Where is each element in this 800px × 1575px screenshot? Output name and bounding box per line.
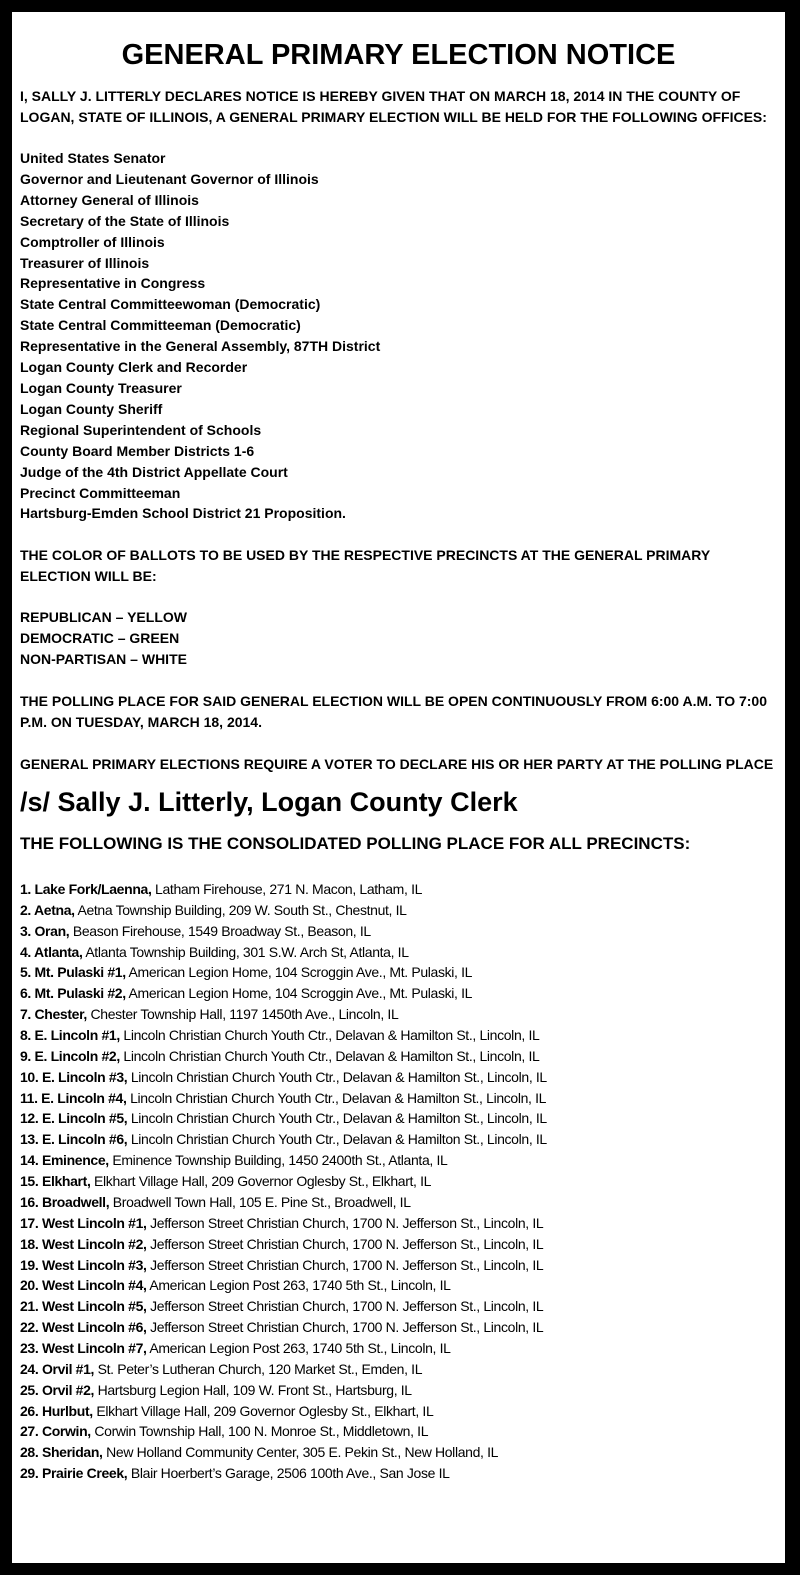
precinct-item [20,1234,777,1255]
precinct-name: 19. West Lincoln #3, [20,1256,147,1273]
precinct-item [20,879,777,900]
precinct-location: Beason Firehouse, 1549 Broadway St., Beason, IL [69,922,371,939]
precinct-item [20,1088,777,1109]
polling-hours: THE POLLING PLACE FOR SAID GENERAL ELECTION WILL BE OPEN CONTINUOUSLY FROM 6:00 A.M. TO 7:00 P.M. ON TUESDAY, MARCH 18, 2014. [20,693,768,731]
precinct-name: 14. Eminence, [20,1152,109,1169]
precinct-item [20,1213,777,1234]
office-item: Governor and Lieutenant Governor of Illinois [20,170,319,187]
precinct-name: 13. E. Lincoln #6, [20,1131,128,1148]
precinct-location: Lincoln Christian Church Youth Ctr., Delavan & Hamilton St., Lincoln, IL [119,1047,540,1064]
ballot-intro: THE COLOR OF BALLOTS TO BE USED BY THE RESPECTIVE PRECINCTS AT THE GENERAL PRIMARY ELECTION WILL BE: [20,547,710,585]
precinct-item [20,1046,777,1067]
ballot-color-item: NON-PARTISAN – WHITE [20,651,187,668]
precinct-location: Aetna Township Building, 209 W. South St., Chestnut, IL [74,901,407,918]
office-item: Representative in Congress [20,275,206,292]
precinct-item [20,1317,777,1338]
precinct-location: American Legion Home, 104 Scroggin Ave., Mt. Pulaski, IL [125,985,473,1002]
precinct-name: 26. Hurlbut, [20,1402,93,1419]
office-item: State Central Committeeman (Democratic) [20,317,301,334]
precinct-item [20,1129,777,1150]
precinct-name: 3. Oran, [20,922,70,939]
declare-party-notice: GENERAL PRIMARY ELECTIONS REQUIRE A VOTER TO DECLARE HIS OR HER PARTY AT THE POLLING PLACE [20,756,774,773]
precinct-item [20,1255,777,1276]
precinct-location: Lincoln Christian Church Youth Ctr., Delavan & Hamilton St., Lincoln, IL [127,1110,547,1127]
precinct-name: 29. Prairie Creek, [20,1465,128,1482]
precinct-name: 12. E. Lincoln #5, [20,1110,128,1127]
precinct-name: 10. E. Lincoln #3, [20,1068,128,1085]
precinct-location: Elkhart Village Hall, 209 Governor Oglesby St., Elkhart, IL [90,1173,432,1190]
precinct-item [20,1150,777,1171]
precinct-location: American Legion Post 263, 1740 5th St., Lincoln, IL [146,1339,451,1356]
office-item: Comptroller of Illinois [20,233,165,250]
office-item: Secretary of the State of Illinois [20,212,230,229]
office-item: Logan County Treasurer [20,379,182,396]
precinct-item [20,1338,777,1359]
precinct-location: Jefferson Street Christian Church, 1700 N. Jefferson St., Lincoln, IL [146,1319,544,1336]
office-item: Treasurer of Illinois [20,254,150,271]
precinct-name: 20. West Lincoln #4, [20,1277,147,1294]
precinct-location: Elkhart Village Hall, 209 Governor Oglesby St., Elkhart, IL [92,1402,434,1419]
office-item: Hartsburg-Emden School District 21 Proposition. [20,505,346,522]
precinct-location: Jefferson Street Christian Church, 1700 N. Jefferson St., Lincoln, IL [146,1214,544,1231]
precinct-item [20,900,777,921]
precinct-location: Hartsburg Legion Hall, 109 W. Front St., Hartsburg, IL [94,1381,412,1398]
precinct-name: 21. West Lincoln #5, [20,1298,147,1315]
precinct-item [20,1463,777,1484]
precinct-item [20,1108,777,1129]
precinct-name: 27. Corwin, [20,1423,91,1440]
precinct-item [20,1401,777,1422]
precinct-location: Broadwell Town Hall, 105 E. Pine St., Broadwell, IL [109,1193,411,1210]
precinct-item [20,1004,777,1025]
ballot-colors-list [20,607,777,670]
precinct-name: 16. Broadwell, [20,1193,110,1210]
office-item: Regional Superintendent of Schools [20,421,262,438]
office-item: State Central Committeewoman (Democratic) [20,296,321,313]
precinct-item [20,942,777,963]
office-item: Logan County Clerk and Recorder [20,359,248,376]
precinct-location: Jefferson Street Christian Church, 1700 N. Jefferson St., Lincoln, IL [146,1298,544,1315]
precinct-name: 23. West Lincoln #7, [20,1339,147,1356]
precinct-location: Lincoln Christian Church Youth Ctr., Delavan & Hamilton St., Lincoln, IL [127,1131,547,1148]
precinct-name: 25. Orvil #2, [20,1381,95,1398]
consolidated-heading: THE FOLLOWING IS THE CONSOLIDATED POLLING PLACE FOR ALL PRECINCTS: [20,834,691,854]
precinct-location: Corwin Township Hall, 100 N. Monroe St., Middletown, IL [90,1423,429,1440]
precinct-item [20,1171,777,1192]
precincts-list [20,879,777,1484]
precinct-location: Lincoln Christian Church Youth Ctr., Delavan & Hamilton St., Lincoln, IL [119,1027,540,1044]
ballot-color-item: REPUBLICAN – YELLOW [20,609,187,626]
office-item: United States Senator [20,150,166,166]
precinct-item [20,1296,777,1317]
precinct-location: Blair Hoerbert’s Garage, 2506 100th Ave., San Jose IL [127,1465,450,1482]
precinct-location: Jefferson Street Christian Church, 1700 N. Jefferson St., Lincoln, IL [146,1256,544,1273]
precinct-name: 18. West Lincoln #2, [20,1235,147,1252]
precinct-item [20,1192,777,1213]
precinct-location: Atlanta Township Building, 301 S.W. Arch St, Atlanta, IL [82,943,409,960]
precinct-item [20,1275,777,1296]
precinct-name: 24. Orvil #1, [20,1360,95,1377]
precinct-item [20,1359,777,1380]
intro-paragraph: I, SALLY J. LITTERLY DECLARES NOTICE IS HEREBY GIVEN THAT ON MARCH 18, 2014 IN THE COUNTY OF LOGAN, STATE OF ILLINOIS, A GENERAL PRIMARY ELECTION WILL BE HELD FOR THE FOLLOWING OFFICES: [20,88,767,125]
precinct-name: 22. West Lincoln #6, [20,1319,147,1336]
precinct-name: 9. E. Lincoln #2, [20,1047,120,1064]
precinct-item [20,1067,777,1088]
signature: /s/ Sally J. Litterly, Logan County Clerk [20,787,518,818]
precinct-name: 11. E. Lincoln #4, [20,1089,127,1106]
precinct-name: 5. Mt. Pulaski #1, [20,964,126,981]
precinct-location: Eminence Township Building, 1450 2400th St., Atlanta, IL [108,1152,448,1169]
precinct-location: American Legion Home, 104 Scroggin Ave., Mt. Pulaski, IL [125,964,473,981]
precinct-name: 17. West Lincoln #1, [20,1214,147,1231]
precinct-name: 1. Lake Fork/Laenna, [20,881,152,898]
precinct-location: St. Peter’s Lutheran Church, 120 Market St., Emden, IL [94,1360,423,1377]
precinct-location: Jefferson Street Christian Church, 1700 N. Jefferson St., Lincoln, IL [146,1235,544,1252]
precinct-location: Chester Township Hall, 1197 1450th Ave., Lincoln, IL [86,1006,399,1023]
precinct-name: 6. Mt. Pulaski #2, [20,985,126,1002]
precinct-item [20,983,777,1004]
precinct-name: 7. Chester, [20,1006,87,1023]
precinct-item [20,1380,777,1401]
precinct-item [20,921,777,942]
office-item: Attorney General of Illinois [20,191,199,208]
precinct-location: Latham Firehouse, 271 N. Macon, Latham, IL [151,881,423,898]
precinct-item [20,1442,777,1463]
precinct-item [20,1421,777,1442]
precinct-location: New Holland Community Center, 305 E. Pekin St., New Holland, IL [102,1444,499,1461]
precinct-item [20,962,777,983]
precinct-name: 8. E. Lincoln #1, [20,1027,120,1044]
offices-list [20,148,777,524]
precinct-location: Lincoln Christian Church Youth Ctr., Delavan & Hamilton St., Lincoln, IL [126,1089,547,1106]
office-item: County Board Member Districts 1-6 [20,442,255,459]
precinct-location: Lincoln Christian Church Youth Ctr., Delavan & Hamilton St., Lincoln, IL [127,1068,547,1085]
office-item: Precinct Committeeman [20,484,181,501]
office-item: Representative in the General Assembly, 87TH District [20,338,381,355]
notice-title: GENERAL PRIMARY ELECTION NOTICE [121,39,676,71]
precinct-name: 28. Sheridan, [20,1444,103,1461]
precinct-item [20,1025,777,1046]
precinct-name: 2. Aetna, [20,901,75,918]
office-item: Judge of the 4th District Appellate Court [20,463,288,480]
precinct-name: 15. Elkhart, [20,1173,91,1190]
precinct-location: American Legion Post 263, 1740 5th St., Lincoln, IL [146,1277,451,1294]
ballot-color-item: DEMOCRATIC – GREEN [20,630,180,647]
office-item: Logan County Sheriff [20,400,163,417]
precinct-name: 4. Atlanta, [20,943,83,960]
notice-page [12,12,785,1563]
